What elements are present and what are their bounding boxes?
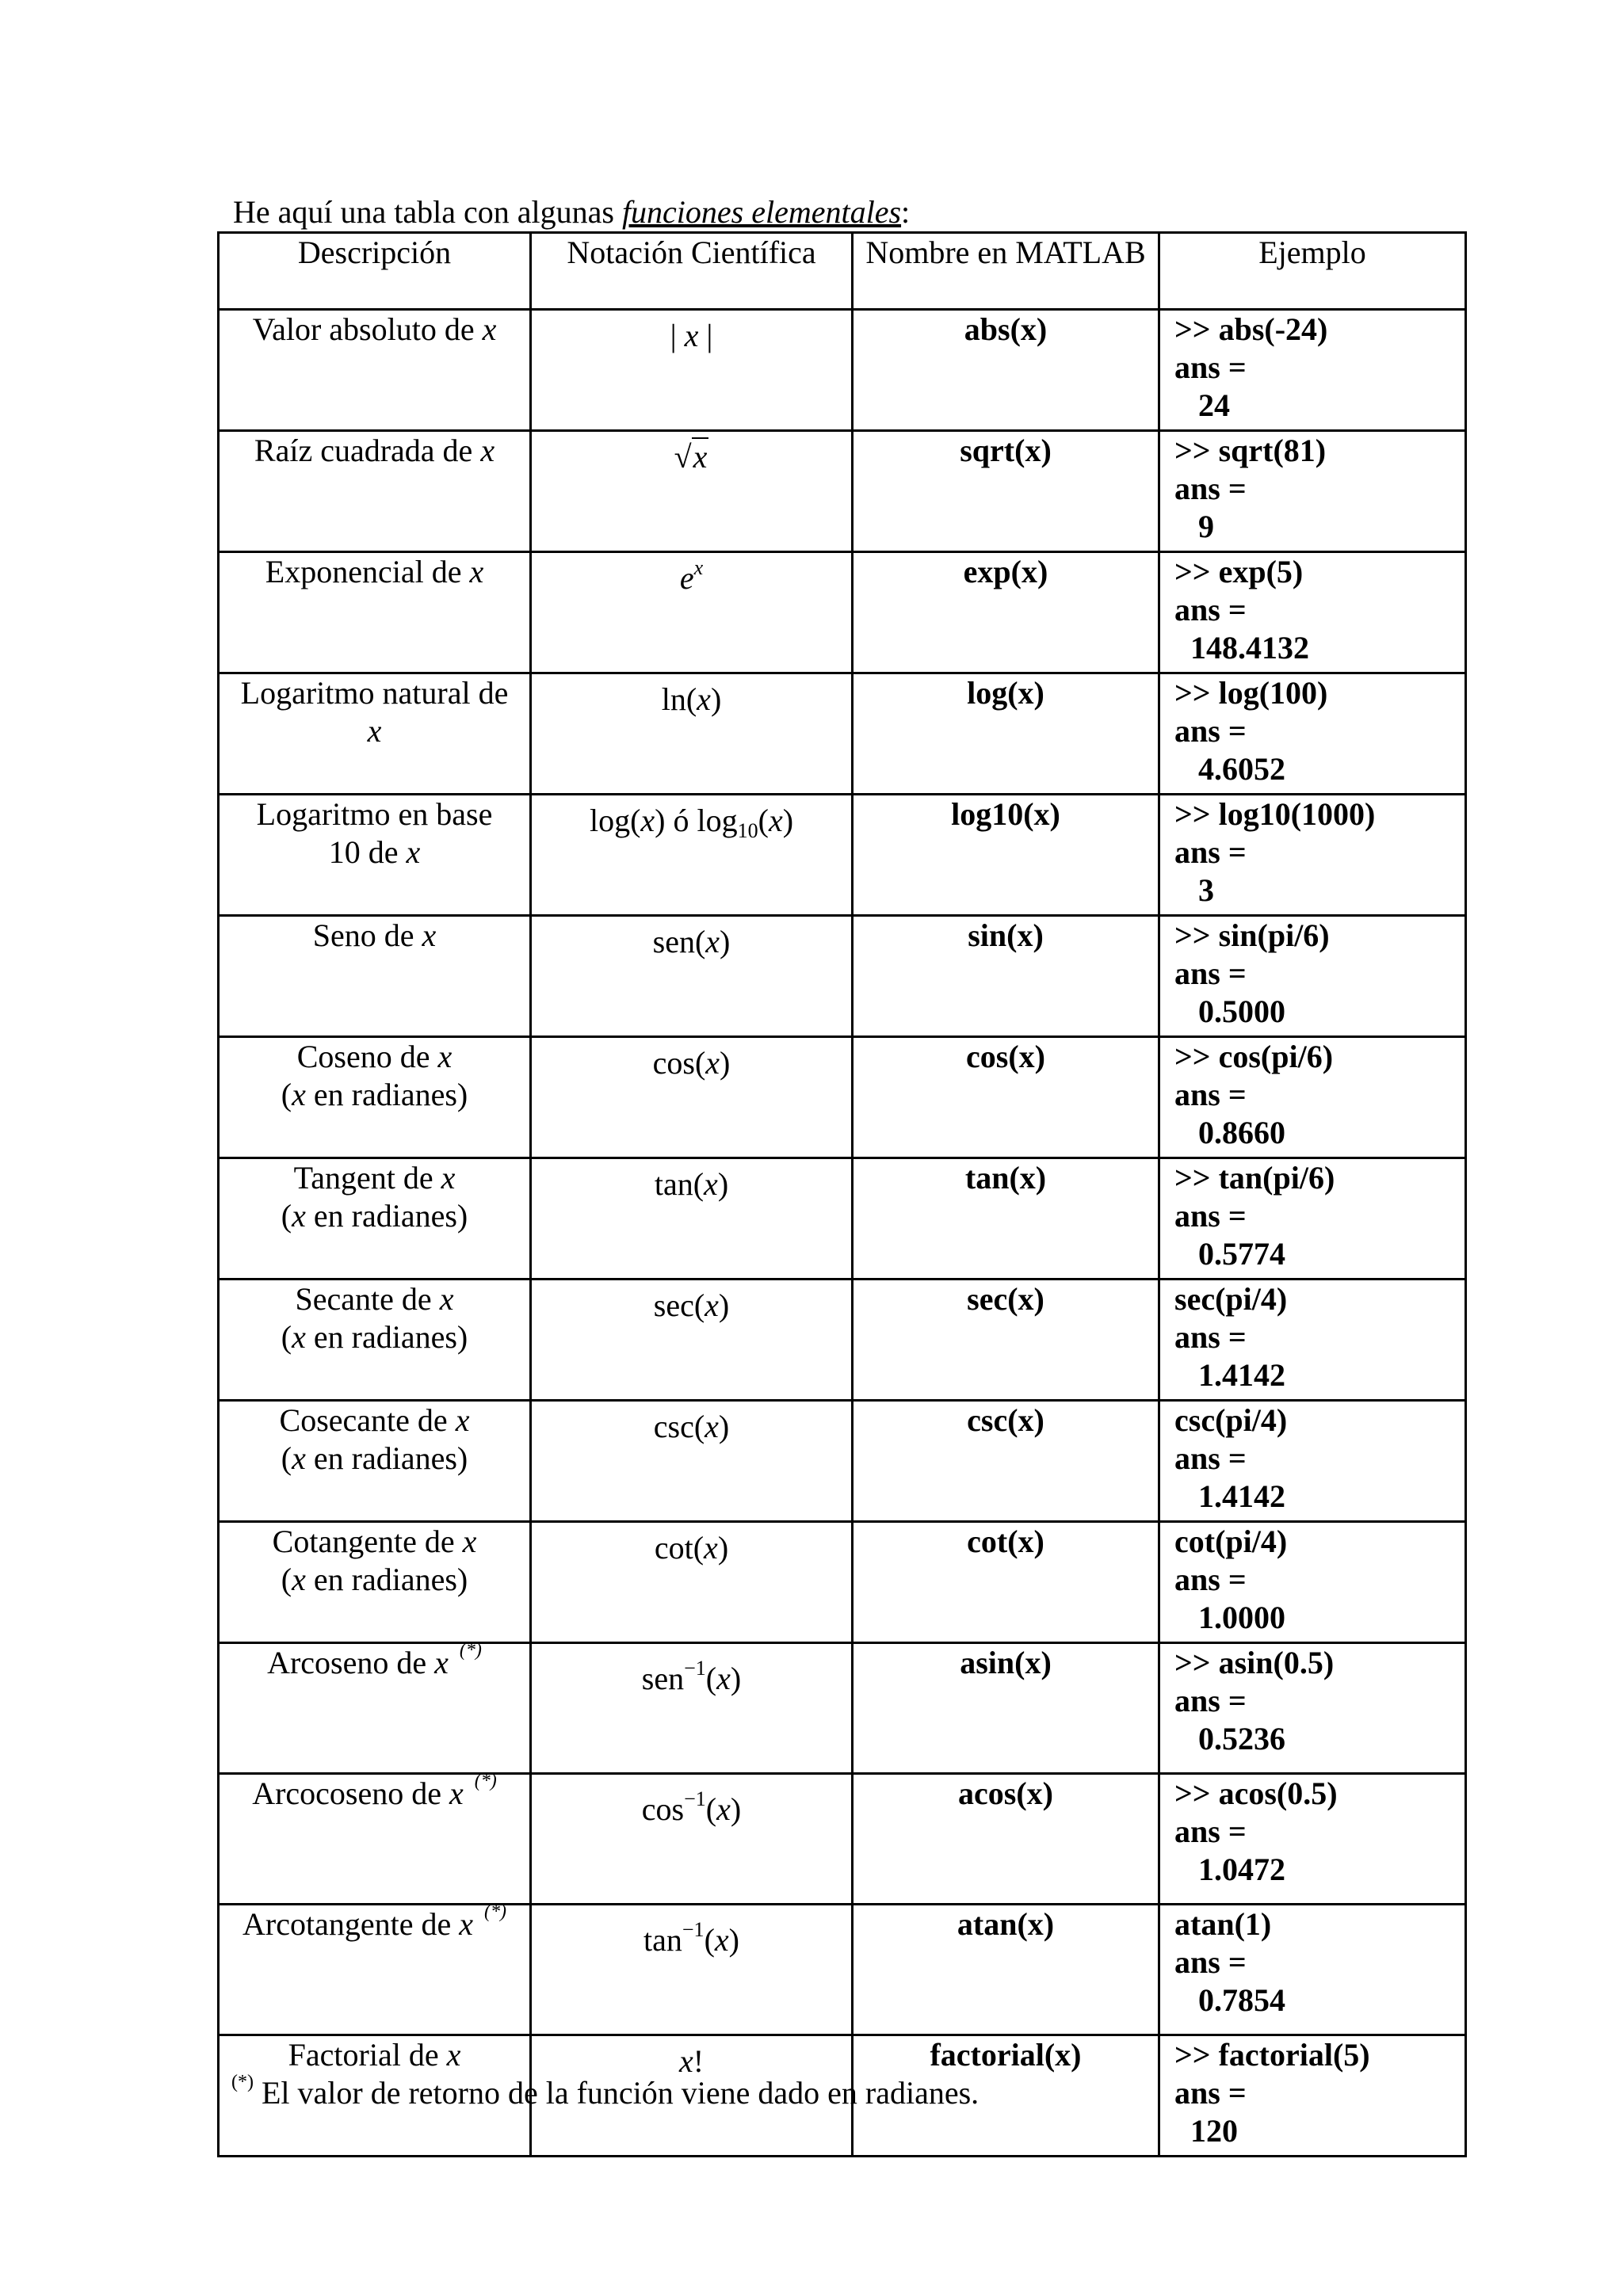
text-segment: √ — [674, 439, 692, 475]
description-cell — [219, 916, 531, 1037]
text-segment: Arcocoseno de — [252, 1775, 450, 1811]
example-command: csc(pi/4) — [1174, 1402, 1288, 1438]
description-cell — [219, 1158, 531, 1280]
example-cell — [1159, 1401, 1466, 1522]
example-cell — [1159, 795, 1466, 916]
text-segment: x — [705, 1409, 719, 1444]
text-segment: csc( — [653, 1409, 705, 1444]
text-segment: ) ó log — [655, 803, 738, 838]
example-result: 3 — [1174, 872, 1214, 908]
text-segment: x — [292, 1319, 306, 1355]
text-segment: cos( — [652, 1045, 706, 1081]
description-cell — [219, 795, 531, 916]
table-row — [219, 1522, 1466, 1643]
text-segment: Arcoseno de — [267, 1645, 435, 1680]
text-segment: x — [462, 1524, 477, 1559]
example-ans-label: ans = — [1174, 1319, 1247, 1355]
text-segment: ( — [705, 1661, 717, 1696]
notation-cell — [531, 1643, 853, 1774]
example-command: >> asin(0.5) — [1174, 1645, 1335, 1680]
text-segment: ( — [281, 1198, 292, 1234]
text-segment: x — [469, 554, 484, 589]
text-segment: 10 — [737, 819, 758, 842]
text-segment: x — [705, 1287, 719, 1323]
text-segment: x — [714, 1922, 729, 1958]
matlab-name-cell: sec(x) — [853, 1280, 1159, 1401]
footnote-ref: (*) — [483, 1901, 506, 1922]
matlab-name-cell: log10(x) — [853, 795, 1159, 916]
text-segment: x — [449, 1775, 464, 1811]
example-result: 148.4132 — [1174, 630, 1309, 666]
example-result: 120 — [1174, 2113, 1238, 2149]
text-segment: x — [292, 1077, 306, 1112]
example-cell — [1159, 1774, 1466, 1905]
text-segment: x — [678, 2043, 693, 2079]
example-command: atan(1) — [1174, 1906, 1272, 1942]
description-cell — [219, 1901, 531, 2035]
text-segment: Cosecante de — [279, 1402, 456, 1438]
text-segment: x — [292, 1562, 306, 1597]
example-command: >> acos(0.5) — [1174, 1775, 1338, 1811]
example-ans-label: ans = — [1174, 955, 1247, 991]
example-ans-label: ans = — [1174, 1198, 1247, 1234]
matlab-name-cell: sqrt(x) — [853, 431, 1159, 552]
description-cell — [219, 431, 531, 552]
text-segment: Exponencial de — [265, 554, 470, 589]
text-segment: x — [716, 1661, 731, 1696]
table-row — [219, 1643, 1466, 1774]
example-result: 0.5774 — [1174, 1236, 1285, 1272]
intro-prefix: He aquí una tabla con algunas — [233, 194, 622, 230]
text-segment: ! — [693, 2043, 705, 2079]
text-segment: x — [697, 681, 711, 717]
text-segment: x — [705, 924, 720, 959]
example-ans-label: ans = — [1174, 1814, 1247, 1849]
text-segment: sen — [641, 1661, 685, 1696]
notation-cell — [531, 1158, 853, 1280]
text-segment: Factorial de — [288, 2037, 447, 2073]
example-command: >> log10(1000) — [1174, 796, 1376, 832]
footnote-ref: (*) — [459, 1640, 482, 1661]
description-cell — [219, 1771, 531, 1905]
funciones-elementales-link: funciones elementales — [621, 194, 902, 230]
example-command: >> cos(pi/6) — [1174, 1039, 1334, 1074]
matlab-name-cell: log(x) — [853, 673, 1159, 795]
text-segment: x — [439, 1281, 454, 1317]
description-cell — [219, 1280, 531, 1401]
matlab-name-cell: sin(x) — [853, 916, 1159, 1037]
matlab-name-cell: cos(x) — [853, 1037, 1159, 1158]
text-segment: x — [292, 1440, 306, 1476]
text-segment: ( — [704, 1922, 715, 1958]
description-cell — [219, 310, 531, 431]
footnote-ref: (*) — [474, 1771, 497, 1791]
text-segment: en radianes) — [305, 1562, 468, 1597]
description-cell — [219, 1522, 531, 1643]
notation-cell — [531, 1037, 853, 1158]
functions-table — [217, 231, 1467, 2157]
text-segment: x — [434, 1645, 449, 1680]
text-segment: ) — [782, 803, 794, 838]
description-cell — [219, 1037, 531, 1158]
example-cell — [1159, 431, 1466, 552]
intro-suffix: : — [901, 194, 911, 230]
description-cell — [219, 552, 531, 673]
example-cell — [1159, 310, 1466, 431]
example-ans-label: ans = — [1174, 713, 1247, 749]
text-segment: en radianes) — [305, 1440, 468, 1476]
text-segment: −1 — [684, 1787, 706, 1810]
example-ans-label: ans = — [1174, 1683, 1247, 1718]
example-cell — [1159, 1037, 1466, 1158]
table-row — [219, 1905, 1466, 2035]
text-segment: Seno de — [312, 917, 422, 953]
example-command: >> exp(5) — [1174, 554, 1304, 589]
example-result: 9 — [1174, 509, 1214, 544]
text-segment: Valor absoluto de — [252, 311, 483, 347]
text-segment: Logaritmo natural de — [240, 675, 509, 711]
notation-cell — [531, 1774, 853, 1905]
description-cell — [219, 1401, 531, 1522]
notation-cell — [531, 310, 853, 431]
table-row — [219, 1280, 1466, 1401]
text-segment: ) — [718, 1409, 730, 1444]
table-row — [219, 310, 1466, 431]
text-segment: Raíz cuadrada de — [254, 433, 481, 468]
example-command: >> abs(-24) — [1174, 311, 1328, 347]
matlab-name-cell: atan(x) — [853, 1905, 1159, 2035]
text-segment: x — [716, 1791, 731, 1827]
example-ans-label: ans = — [1174, 1562, 1247, 1597]
table-row — [219, 431, 1466, 552]
intro-text — [233, 193, 910, 231]
example-result: 0.5000 — [1174, 994, 1285, 1029]
text-segment: ) — [730, 1791, 742, 1827]
notation-cell — [531, 431, 853, 552]
header-description: Descripción — [219, 233, 531, 310]
text-segment: x — [684, 318, 699, 353]
example-result: 1.0000 — [1174, 1600, 1285, 1635]
example-cell — [1159, 2035, 1466, 2157]
text-segment: en radianes) — [305, 1319, 468, 1355]
text-segment: cos — [641, 1791, 685, 1827]
header-example: Ejemplo — [1159, 233, 1466, 310]
header-matlab-name: Nombre en MATLAB — [853, 233, 1159, 310]
text-segment: x — [422, 917, 437, 953]
notation-cell — [531, 916, 853, 1037]
text-segment: | — [698, 318, 713, 353]
text-segment: Cotangente de — [272, 1524, 463, 1559]
text-segment: Coseno de — [296, 1039, 438, 1074]
example-ans-label: ans = — [1174, 834, 1247, 870]
notation-cell — [531, 552, 853, 673]
example-result: 24 — [1174, 387, 1230, 423]
text-segment: x — [441, 1160, 456, 1196]
example-command: >> factorial(5) — [1174, 2037, 1370, 2073]
text-segment: ln( — [661, 681, 697, 717]
example-command: cot(pi/4) — [1174, 1524, 1288, 1559]
text-segment: ( — [281, 1440, 292, 1476]
text-segment: ) — [710, 681, 722, 717]
text-segment: x — [455, 1402, 470, 1438]
matlab-name-cell: exp(x) — [853, 552, 1159, 673]
example-result: 1.0472 — [1174, 1852, 1285, 1887]
text-segment: −1 — [682, 1918, 705, 1941]
example-ans-label: ans = — [1174, 471, 1247, 506]
example-result: 1.4142 — [1174, 1357, 1285, 1393]
text-segment: ) — [720, 924, 731, 959]
text-segment: sec( — [653, 1287, 705, 1323]
example-cell — [1159, 552, 1466, 673]
text-segment: tan( — [654, 1166, 705, 1202]
table-row — [219, 1774, 1466, 1905]
example-ans-label: ans = — [1174, 592, 1247, 627]
text-segment: sen( — [652, 924, 706, 959]
text-segment: x — [693, 556, 704, 579]
text-segment: ) — [730, 1661, 742, 1696]
example-cell — [1159, 1280, 1466, 1401]
text-segment: ) — [717, 1166, 729, 1202]
table-row — [219, 916, 1466, 1037]
text-segment: log( — [589, 803, 641, 838]
text-segment: ) — [728, 1922, 739, 1958]
example-command: >> tan(pi/6) — [1174, 1160, 1335, 1196]
text-segment: cot( — [654, 1530, 705, 1566]
text-segment: −1 — [684, 1657, 706, 1680]
matlab-name-cell: acos(x) — [853, 1774, 1159, 1905]
matlab-name-cell: abs(x) — [853, 310, 1159, 431]
example-command: >> sqrt(81) — [1174, 433, 1327, 468]
example-cell — [1159, 1158, 1466, 1280]
text-segment: x — [480, 433, 495, 468]
text-segment: Logaritmo en base — [256, 796, 493, 832]
example-ans-label: ans = — [1174, 2075, 1247, 2111]
text-segment: x — [482, 311, 497, 347]
text-segment: 10 de — [328, 834, 407, 870]
text-segment: x — [704, 1530, 718, 1566]
text-segment: Secante de — [295, 1281, 440, 1317]
notation-cell — [531, 795, 853, 916]
text-segment: en radianes) — [305, 1077, 468, 1112]
text-segment: x — [437, 1039, 453, 1074]
text-segment: ( — [281, 1319, 292, 1355]
text-segment: x — [406, 834, 421, 870]
example-ans-label: ans = — [1174, 349, 1247, 385]
text-segment: ) — [717, 1530, 729, 1566]
footnote-text: El valor de retorno de la función viene dado en radianes. — [253, 2075, 980, 2111]
text-segment: ( — [281, 1077, 292, 1112]
description-cell — [219, 1640, 531, 1774]
notation-cell — [531, 1401, 853, 1522]
example-cell — [1159, 916, 1466, 1037]
text-segment: ) — [720, 1045, 731, 1081]
text-segment: x — [367, 713, 382, 749]
text-segment: ) — [718, 1287, 730, 1323]
description-cell — [219, 673, 531, 795]
example-ans-label: ans = — [1174, 1440, 1247, 1476]
matlab-name-cell: asin(x) — [853, 1643, 1159, 1774]
table-row — [219, 1158, 1466, 1280]
example-ans-label: ans = — [1174, 1944, 1247, 1980]
matlab-name-cell: csc(x) — [853, 1401, 1159, 1522]
example-cell — [1159, 1905, 1466, 2035]
example-command: sec(pi/4) — [1174, 1281, 1288, 1317]
footnote — [231, 2074, 979, 2112]
text-segment: x — [292, 1198, 306, 1234]
example-cell — [1159, 673, 1466, 795]
matlab-name-cell: cot(x) — [853, 1522, 1159, 1643]
text-segment: x — [704, 1166, 718, 1202]
header-row — [219, 233, 1466, 310]
text-segment: tan — [643, 1922, 682, 1958]
table-row — [219, 552, 1466, 673]
text-segment: | — [670, 318, 685, 353]
example-ans-label: ans = — [1174, 1077, 1247, 1112]
text-segment: x — [640, 803, 655, 838]
example-result: 0.7854 — [1174, 1982, 1285, 2018]
table-row — [219, 795, 1466, 916]
text-segment: en radianes) — [305, 1198, 468, 1234]
matlab-name-cell: factorial(x) — [853, 2035, 1159, 2157]
text-segment: x — [693, 439, 708, 475]
example-result: 0.5236 — [1174, 1721, 1285, 1756]
text-segment: ( — [281, 1562, 292, 1597]
table-row — [219, 1401, 1466, 1522]
text-segment: x — [446, 2037, 461, 2073]
notation-cell — [531, 673, 853, 795]
table-row — [219, 1037, 1466, 1158]
text-segment: ( — [705, 1791, 717, 1827]
text-segment: x — [459, 1906, 473, 1942]
example-command: >> sin(pi/6) — [1174, 917, 1330, 953]
example-command: >> log(100) — [1174, 675, 1328, 711]
text-segment: Tangent de — [293, 1160, 441, 1196]
notation-cell — [531, 1522, 853, 1643]
text-segment: ( — [758, 803, 769, 838]
example-cell — [1159, 1643, 1466, 1774]
text-segment: x — [768, 803, 783, 838]
matlab-name-cell: tan(x) — [853, 1158, 1159, 1280]
example-result: 1.4142 — [1174, 1478, 1285, 1514]
notation-cell — [531, 1280, 853, 1401]
text-segment: Arcotangente de — [242, 1906, 460, 1942]
example-result: 4.6052 — [1174, 751, 1285, 787]
footnote-mark: (*) — [231, 2072, 254, 2092]
example-cell — [1159, 1522, 1466, 1643]
table-row — [219, 673, 1466, 795]
text-segment: x — [705, 1045, 720, 1081]
notation-cell — [531, 1905, 853, 2035]
header-notation: Notación Científica — [531, 233, 853, 310]
text-segment: e — [679, 560, 694, 596]
example-result: 0.8660 — [1174, 1115, 1285, 1150]
